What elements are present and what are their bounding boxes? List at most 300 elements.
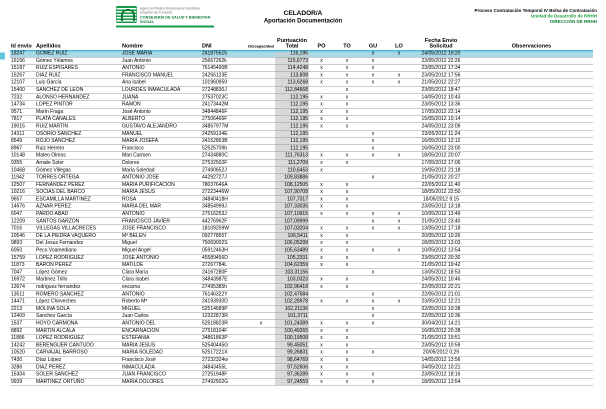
cell-observaciones [470, 79, 593, 86]
cell-po: x [309, 72, 334, 79]
cell-observaciones [470, 145, 593, 152]
cell-fecha-envio: 10/05/2012 13:49 [412, 210, 470, 217]
table-row [10, 123, 593, 130]
cell-fecha-envio: 18/05/2012 9:15 [412, 196, 470, 203]
highlight-edge-strip [0, 53, 5, 60]
cell-nombre: ESTEFANIA [121, 334, 201, 341]
cell-gu: x [360, 152, 386, 159]
table-row [10, 378, 593, 385]
cell-id-envio: 12209 [10, 218, 35, 225]
cell-to [334, 305, 360, 312]
col-header-nombre: Nombre [122, 43, 143, 49]
cell-dni: 27223446W [201, 188, 247, 195]
cell-observaciones [470, 276, 593, 283]
cell-fecha-envio: 18/05/2012 22:50 [412, 188, 470, 195]
cell-puntuacion-total: 109,83886 [275, 174, 309, 181]
cell-gu [360, 101, 386, 108]
cell-apellidos: SANTOS GARZON [35, 218, 121, 225]
cell-gu [360, 364, 386, 371]
cell-dni: 27516253J [201, 210, 247, 217]
logo-green-bar [116, 26, 214, 28]
cell-puntuacion-total: 112,195 [275, 137, 309, 144]
cell-to: x [334, 327, 360, 334]
cell-lo [386, 254, 412, 261]
table-row [10, 79, 593, 86]
cell-dni: 34840418H [201, 196, 247, 203]
cell-id-envio: 9893 [10, 239, 35, 246]
col-header-fecha-envio: Fecha Envío Solicitud [424, 37, 458, 49]
cell-dni: 27434880C [201, 152, 247, 159]
cell-dni: 34854999J [201, 203, 247, 210]
cell-po: x [309, 334, 334, 341]
cell-discapacidad [247, 50, 275, 57]
cell-id-envio: 10216 [10, 188, 35, 195]
col-header-gu: GU [368, 43, 378, 49]
cell-to [334, 218, 360, 225]
table-row [10, 152, 593, 159]
cell-observaciones [470, 181, 593, 188]
cell-fecha-envio: 13/05/2012 18:53 [412, 269, 470, 276]
cell-apellidos: Martínez Trillo [35, 276, 121, 283]
cell-gu [360, 261, 386, 268]
table-row [10, 167, 593, 174]
table-row [10, 364, 593, 371]
cell-puntuacion-total: 112,195 [275, 94, 309, 101]
cell-observaciones [470, 283, 593, 290]
cell-to: x [334, 261, 360, 268]
cell-gu [360, 188, 386, 195]
cell-discapacidad [247, 115, 275, 122]
table-row [10, 320, 593, 327]
cell-observaciones [470, 378, 593, 385]
table-row [10, 101, 593, 108]
cell-to: x [334, 239, 360, 246]
cell-id-envio: 15187 [10, 64, 35, 71]
cell-fecha-envio: 19/05/2012 21:18 [412, 167, 470, 174]
cell-id-envio: 8967 [10, 145, 35, 152]
cell-nombre: LOURDES INMACULADA [121, 86, 201, 93]
cell-gu: x [360, 137, 386, 144]
cell-id-envio: 10546 [10, 232, 35, 239]
cell-nombre: RAMON [121, 101, 201, 108]
cell-gu: x [360, 145, 386, 152]
unit-name: Unidad de Desarrollo de RRHH [530, 13, 597, 19]
table-row [10, 247, 593, 254]
cell-po: x [309, 64, 334, 71]
cell-nombre: MARIA JOSEFA [121, 137, 201, 144]
cell-id-envio: 7430 [10, 356, 35, 363]
cell-puntuacion-total: 101,24389 [275, 320, 309, 327]
cell-to [334, 167, 360, 174]
cell-id-envio: 15759 [10, 254, 35, 261]
cell-id-envio: 13511 [10, 291, 35, 298]
cell-lo [386, 196, 412, 203]
col-header-po: PO [317, 43, 326, 49]
cell-id-envio: 10468 [10, 167, 35, 174]
cell-observaciones [470, 356, 593, 363]
cell-id-envio: 6050 [10, 247, 35, 254]
col-header-puntuacion: Puntuación Total [277, 37, 307, 49]
cell-dni: 27492502G [201, 378, 247, 385]
cell-gu [360, 94, 386, 101]
table-row [10, 196, 593, 203]
cell-nombre: MARÍA JESÚS [121, 342, 201, 349]
cell-po [309, 305, 334, 312]
cell-fecha-envio: 24/05/2012 19:20 [412, 50, 470, 57]
cell-gu [360, 276, 386, 283]
cell-discapacidad [247, 239, 275, 246]
cell-id-envio: 2213 [10, 305, 35, 312]
cell-observaciones [470, 320, 593, 327]
cell-gu [360, 196, 386, 203]
cell-dni: 241875515 [201, 50, 247, 57]
cell-discapacidad [247, 145, 275, 152]
cell-to: x [334, 72, 360, 79]
table-row [10, 276, 593, 283]
cell-gu: x [360, 225, 386, 232]
cell-discapacidad [247, 356, 275, 363]
cell-observaciones [470, 94, 593, 101]
cell-apellidos: DE LA PIEDRA VAQUERO [35, 232, 121, 239]
cell-lo [386, 269, 412, 276]
cell-lo: x [386, 72, 412, 79]
cell-to: x [334, 342, 360, 349]
cell-dni: 27248830J [201, 86, 247, 93]
cell-nombre: MARIA JESUS [121, 188, 201, 195]
cell-fecha-envio: 23/05/2012 11:24 [412, 130, 470, 137]
cell-fecha-envio: 23/05/2012 17:34 [412, 64, 470, 71]
cell-to: x [334, 196, 360, 203]
cell-dni: 101960959 [201, 79, 247, 86]
cell-gu [360, 181, 386, 188]
cell-nombre: FRANCISCO MANUEL [121, 72, 201, 79]
cell-lo [386, 261, 412, 268]
table-row [10, 305, 593, 312]
cell-apellidos: Luis García [35, 79, 121, 86]
cell-po: x [309, 115, 334, 122]
cell-lo [386, 115, 412, 122]
cell-fecha-envio: 21/05/2012 22:27 [412, 79, 470, 86]
cell-lo [386, 364, 412, 371]
cell-discapacidad [247, 181, 275, 188]
cell-dni: 27518104F [201, 327, 247, 334]
cell-gu [360, 356, 386, 363]
logo-line-2: Hospital de Poniente [140, 11, 173, 15]
cell-gu [360, 283, 386, 290]
cell-dni: 52518823R [201, 320, 247, 327]
cell-to [334, 145, 360, 152]
cell-gu [360, 239, 386, 246]
cell-apellidos: FERNÁNDEZ PÉREZ [35, 181, 121, 188]
cell-observaciones [470, 261, 593, 268]
cell-fecha-envio: 04/05/2012 10:21 [412, 364, 470, 371]
cell-puntuacion-total: 111,76313 [275, 152, 309, 159]
cell-apellidos: Ruiz Herrero [35, 145, 121, 152]
cell-lo [386, 371, 412, 378]
cell-apellidos: AZNAR PEREZ [35, 203, 121, 210]
logo-line-1: Agencia Pública Empresarial Sanitaria [140, 7, 200, 11]
cell-gu: x [360, 79, 386, 86]
cell-fecha-envio: 14/05/2012 13:56 [412, 356, 470, 363]
cell-fecha-envio: 20/05/2012 0:29 [412, 349, 470, 356]
cell-apellidos: LOPEZ PINTOR [35, 101, 121, 108]
cell-nombre: ANTONIO JOSE [121, 174, 201, 181]
cell-gu: x [360, 320, 386, 327]
process-info-block [475, 8, 597, 25]
cell-dni: 44292727J [201, 174, 247, 181]
cell-puntuacion-total: 102,28978 [275, 298, 309, 305]
cell-observaciones [470, 101, 593, 108]
cell-to: x [334, 181, 360, 188]
cell-po: x [309, 356, 334, 363]
cell-puntuacion-total: 104,62359 [275, 261, 309, 268]
cell-to [334, 130, 360, 137]
cell-id-envio: 9657 [10, 196, 35, 203]
cell-dni: 05912463H [201, 247, 247, 254]
cell-nombre: José Antonio [121, 108, 201, 115]
cell-fecha-envio: 16/05/2012 20:38 [412, 327, 470, 334]
cell-apellidos: MOLINA SOLA [35, 305, 121, 312]
cell-lo: x [386, 247, 412, 254]
table-row [10, 210, 593, 217]
cell-fecha-envio: 23/05/2012 10:59 [412, 342, 470, 349]
cell-observaciones [470, 188, 593, 195]
cell-fecha-envio: 15/05/2012 10:14 [412, 115, 470, 122]
cell-nombre: Miguel Angel [121, 247, 201, 254]
cell-po: x [309, 79, 334, 86]
cell-discapacidad [247, 101, 275, 108]
table-row [10, 239, 593, 246]
cell-dni: 25667262k [201, 57, 247, 64]
cell-to: x [334, 123, 360, 130]
cell-apellidos: BARON PEREZ [35, 261, 121, 268]
cell-to [334, 137, 360, 144]
cell-po: x [309, 94, 334, 101]
cell-dni: 45589456D [201, 254, 247, 261]
cell-id-envio: 7016 [10, 225, 35, 232]
cell-po: x [309, 327, 334, 334]
cell-discapacidad [247, 57, 275, 64]
cell-discapacidad [247, 269, 275, 276]
cell-fecha-envio: 10/05/2012 13:54 [412, 247, 470, 254]
results-table [10, 38, 593, 386]
cell-observaciones [470, 159, 593, 166]
cell-nombre: ANTONIO [121, 64, 201, 71]
cell-po: x [309, 254, 334, 261]
cell-dni: 75069002S [201, 239, 247, 246]
cell-lo [386, 334, 412, 341]
cell-to: x [334, 108, 360, 115]
cell-observaciones [470, 334, 593, 341]
cell-observaciones [470, 57, 593, 64]
cell-nombre: Clara María [121, 269, 201, 276]
cell-nombre: Clara Isabel [121, 276, 201, 283]
cell-lo [386, 232, 412, 239]
cell-lo [386, 145, 412, 152]
cell-apellidos: López Gómez [35, 269, 121, 276]
cell-po: x [309, 349, 334, 356]
cell-apellidos: PARDO ABAD [35, 210, 121, 217]
col-header-id-envio: Id envio [11, 43, 32, 49]
cell-discapacidad [247, 123, 275, 130]
cell-apellidos: VILLEGAS VILLACRECES [35, 225, 121, 232]
cell-dni: 52525709b [201, 145, 247, 152]
cell-discapacidad [247, 108, 275, 115]
cell-nombre: GUSTAVO ALEJANDRO [121, 123, 201, 130]
cell-apellidos: OSORIO SANCHEZ [35, 130, 121, 137]
cell-apellidos: Díaz López [35, 356, 121, 363]
cell-discapacidad [247, 130, 275, 137]
cell-to: x [334, 247, 360, 254]
cell-po [309, 174, 334, 181]
cell-discapacidad [247, 276, 275, 283]
cell-to: x [334, 298, 360, 305]
cell-nombre: Mª BELEN [121, 232, 201, 239]
cell-lo [386, 320, 412, 327]
cell-lo [386, 123, 412, 130]
cell-apellidos: LOPEZ RODRIGUEZ [35, 254, 121, 261]
cell-observaciones [470, 291, 593, 298]
cell-discapacidad [247, 218, 275, 225]
cell-puntuacion-total: 105,63489 [275, 247, 309, 254]
cell-nombre: Dolores [121, 159, 201, 166]
cell-nombre: ANTONIO [121, 291, 201, 298]
cell-apellidos: DIAZ RUIZ [35, 72, 121, 79]
cell-dni: 34861863P [201, 334, 247, 341]
table-body [10, 50, 593, 385]
cell-nombre: ANTONIO [121, 210, 201, 217]
cell-dni: 52514689P [201, 305, 247, 312]
cell-observaciones [470, 167, 593, 174]
cell-apellidos: ROJO SÁNCHEZ [35, 137, 121, 144]
cell-apellidos: TORRES ORTEGA [35, 174, 121, 181]
col-header-lo: LO [395, 43, 403, 49]
cell-puntuacion-total: 99,26831 [275, 349, 309, 356]
cell-puntuacion-total: 100,49265 [275, 327, 309, 334]
cell-id-envio: 13674 [10, 283, 35, 290]
cell-lo [386, 159, 412, 166]
cell-nombre: JOSE MARIA [121, 50, 201, 57]
cell-puntuacion-total: 112,195 [275, 145, 309, 152]
table-header-row [10, 38, 593, 50]
cell-fecha-envio: 16/05/2012 23:00 [412, 145, 470, 152]
cell-apellidos: Sanchez García [35, 312, 121, 319]
cell-po [309, 86, 334, 93]
cell-gu: x [360, 130, 386, 137]
cell-discapacidad: x [247, 320, 275, 327]
cell-observaciones [470, 232, 593, 239]
cell-nombre: Mari Carmen [121, 152, 201, 159]
cell-po: x [309, 378, 334, 385]
cell-discapacidad [247, 283, 275, 290]
cell-fecha-envio: 16/05/2012 12:12 [412, 137, 470, 144]
cell-nombre: María Soledad [121, 167, 201, 174]
cell-discapacidad [247, 196, 275, 203]
cell-dni: 27267784L [201, 261, 247, 268]
cell-po: x [309, 342, 334, 349]
cell-apellidos: rodriguez fernandez [35, 283, 121, 290]
cell-po: x [309, 167, 334, 174]
cell-puntuacion-total: 107,03204 [275, 225, 309, 232]
cell-discapacidad [247, 254, 275, 261]
cell-apellidos: Gómez Villegas [35, 167, 121, 174]
cell-dni: 52517221X [201, 349, 247, 356]
cell-discapacidad [247, 327, 275, 334]
cell-observaciones [470, 349, 593, 356]
cell-gu: x [360, 72, 386, 79]
cell-observaciones [470, 64, 593, 71]
cell-observaciones [470, 247, 593, 254]
cell-nombre: Francisco [121, 145, 201, 152]
cell-apellidos: LOPEZ RODRIGUEZ [35, 334, 121, 341]
cell-dni: 27495385h [201, 283, 247, 290]
cell-apellidos: Arnate Soler [35, 159, 121, 166]
cell-fecha-envio: 17/05/2012 22:14 [412, 108, 470, 115]
cell-id-envio: 9571 [10, 108, 35, 115]
cell-discapacidad [247, 174, 275, 181]
cell-gu: x [360, 305, 386, 312]
cell-to: x [334, 79, 360, 86]
table-row [10, 261, 593, 268]
cell-observaciones [470, 371, 593, 378]
cell-id-envio: 19015 [10, 123, 35, 130]
cell-nombre: Roberto Mª [121, 298, 201, 305]
logo-consejeria: CONSEJERÍA DE SALUD Y BIENESTAR SOCIAL [140, 15, 211, 24]
cell-po: x [309, 320, 334, 327]
cell-lo [386, 101, 412, 108]
cell-discapacidad [247, 364, 275, 371]
cell-nombre: ALBERTO [121, 115, 201, 122]
table-row [10, 283, 593, 290]
cell-observaciones [470, 298, 593, 305]
cell-to: x [334, 203, 360, 210]
cell-to: x [334, 188, 360, 195]
cell-dni: 09277855T [201, 232, 247, 239]
cell-fecha-envio: 21/05/2012 20:27 [412, 174, 470, 181]
cell-dni: 34844846F [201, 108, 247, 115]
cell-gu: x [360, 312, 386, 319]
cell-nombre: ANTONIO DEL [121, 320, 201, 327]
table-row [10, 298, 593, 305]
cell-apellidos: HOYO CARMONA [35, 320, 121, 327]
cell-gu: x [360, 50, 386, 57]
cell-puntuacion-total: 112,195 [275, 123, 309, 130]
cell-id-envio: 14242 [10, 342, 35, 349]
cell-observaciones [470, 225, 593, 232]
cell-puntuacion-total: 102,96418 [275, 283, 309, 290]
cell-observaciones [470, 123, 593, 130]
cell-observaciones [470, 364, 593, 371]
cell-puntuacion-total: 112,84668 [275, 86, 309, 93]
cell-discapacidad [247, 298, 275, 305]
cell-nombre: INMACULADA [121, 364, 201, 371]
cell-fecha-envio: 22/05/2012 11:40 [412, 181, 470, 188]
cell-apellidos: DIAZ PEREZ [35, 364, 121, 371]
cell-po: x [309, 123, 334, 130]
table-row [10, 225, 593, 232]
cell-puntuacion-total: 112,195 [275, 115, 309, 122]
cell-apellidos: ROMERO SANCHEZ [35, 291, 121, 298]
cell-apellidos: Gómez Yélamos [35, 57, 121, 64]
cell-gu: x [360, 64, 386, 71]
table-row [10, 342, 593, 349]
cell-id-envio: 15304 [10, 371, 35, 378]
cell-dni: 24193930D [201, 298, 247, 305]
table-row [10, 108, 593, 115]
table-row [10, 94, 593, 101]
cell-to: x [334, 86, 360, 93]
cell-to: x [334, 152, 360, 159]
